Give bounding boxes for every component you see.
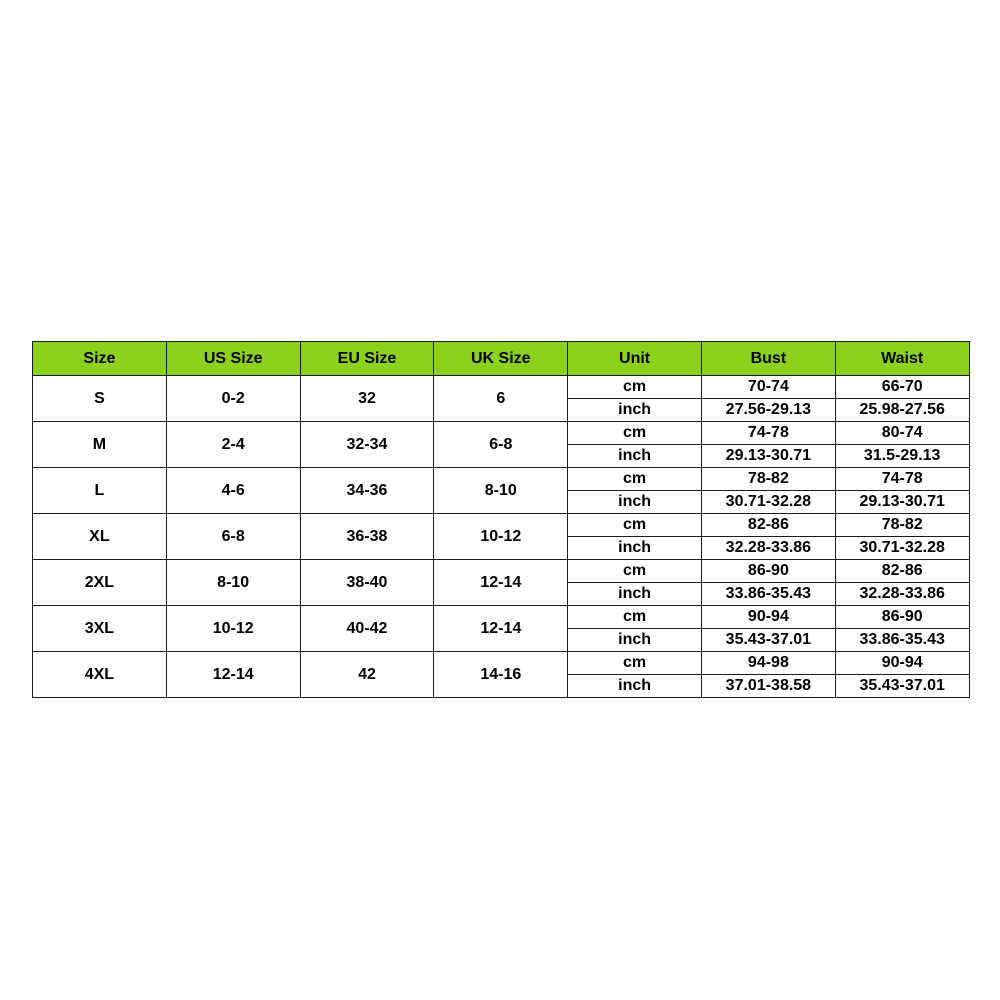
waist-cell: 80-74 bbox=[835, 422, 969, 445]
table-row bbox=[33, 422, 970, 445]
uk-size-cell: 12-14 bbox=[434, 606, 568, 652]
bust-cell: 82-86 bbox=[701, 514, 835, 537]
eu-size-cell: 38-40 bbox=[300, 560, 434, 606]
uk-size-cell: 8-10 bbox=[434, 468, 568, 514]
waist-cell: 33.86-35.43 bbox=[835, 629, 969, 652]
us-size-cell: 0-2 bbox=[166, 376, 300, 422]
eu-size-cell: 32 bbox=[300, 376, 434, 422]
bust-cell: 70-74 bbox=[701, 376, 835, 399]
bust-cell: 35.43-37.01 bbox=[701, 629, 835, 652]
unit-cell: cm bbox=[568, 652, 702, 675]
unit-cell: cm bbox=[568, 376, 702, 399]
table-row bbox=[33, 652, 970, 675]
size-cell: L bbox=[33, 468, 167, 514]
size-cell: S bbox=[33, 376, 167, 422]
unit-cell: cm bbox=[568, 468, 702, 491]
waist-cell: 78-82 bbox=[835, 514, 969, 537]
waist-cell: 35.43-37.01 bbox=[835, 675, 969, 698]
us-size-cell: 6-8 bbox=[166, 514, 300, 560]
us-size-cell: 2-4 bbox=[166, 422, 300, 468]
eu-size-cell: 32-34 bbox=[300, 422, 434, 468]
waist-cell: 29.13-30.71 bbox=[835, 491, 969, 514]
waist-cell: 74-78 bbox=[835, 468, 969, 491]
unit-cell: inch bbox=[568, 583, 702, 606]
unit-cell: inch bbox=[568, 629, 702, 652]
unit-cell: cm bbox=[568, 560, 702, 583]
us-size-cell: 8-10 bbox=[166, 560, 300, 606]
bust-cell: 90-94 bbox=[701, 606, 835, 629]
header-row bbox=[33, 342, 970, 376]
us-size-cell: 10-12 bbox=[166, 606, 300, 652]
header-waist: Waist bbox=[835, 342, 969, 376]
bust-cell: 29.13-30.71 bbox=[701, 445, 835, 468]
uk-size-cell: 10-12 bbox=[434, 514, 568, 560]
table-row bbox=[33, 376, 970, 399]
eu-size-cell: 36-38 bbox=[300, 514, 434, 560]
bust-cell: 94-98 bbox=[701, 652, 835, 675]
unit-cell: cm bbox=[568, 606, 702, 629]
header-unit: Unit bbox=[568, 342, 702, 376]
table-row bbox=[33, 606, 970, 629]
waist-cell: 86-90 bbox=[835, 606, 969, 629]
eu-size-cell: 34-36 bbox=[300, 468, 434, 514]
eu-size-cell: 42 bbox=[300, 652, 434, 698]
size-cell: 4XL bbox=[33, 652, 167, 698]
bust-cell: 32.28-33.86 bbox=[701, 537, 835, 560]
header-uk-size: UK Size bbox=[434, 342, 568, 376]
bust-cell: 86-90 bbox=[701, 560, 835, 583]
header-bust: Bust bbox=[701, 342, 835, 376]
eu-size-cell: 40-42 bbox=[300, 606, 434, 652]
size-cell: 3XL bbox=[33, 606, 167, 652]
uk-size-cell: 6-8 bbox=[434, 422, 568, 468]
size-cell: XL bbox=[33, 514, 167, 560]
waist-cell: 82-86 bbox=[835, 560, 969, 583]
table-row bbox=[33, 514, 970, 537]
bust-cell: 78-82 bbox=[701, 468, 835, 491]
waist-cell: 25.98-27.56 bbox=[835, 399, 969, 422]
table-row bbox=[33, 468, 970, 491]
size-chart-table bbox=[32, 341, 970, 698]
bust-cell: 74-78 bbox=[701, 422, 835, 445]
unit-cell: cm bbox=[568, 422, 702, 445]
table-row bbox=[33, 560, 970, 583]
us-size-cell: 12-14 bbox=[166, 652, 300, 698]
uk-size-cell: 12-14 bbox=[434, 560, 568, 606]
waist-cell: 90-94 bbox=[835, 652, 969, 675]
unit-cell: inch bbox=[568, 491, 702, 514]
header-us-size: US Size bbox=[166, 342, 300, 376]
waist-cell: 32.28-33.86 bbox=[835, 583, 969, 606]
waist-cell: 31.5-29.13 bbox=[835, 445, 969, 468]
uk-size-cell: 14-16 bbox=[434, 652, 568, 698]
unit-cell: cm bbox=[568, 514, 702, 537]
bust-cell: 33.86-35.43 bbox=[701, 583, 835, 606]
size-cell: 2XL bbox=[33, 560, 167, 606]
us-size-cell: 4-6 bbox=[166, 468, 300, 514]
unit-cell: inch bbox=[568, 445, 702, 468]
unit-cell: inch bbox=[568, 399, 702, 422]
waist-cell: 66-70 bbox=[835, 376, 969, 399]
size-cell: M bbox=[33, 422, 167, 468]
header-eu-size: EU Size bbox=[300, 342, 434, 376]
bust-cell: 27.56-29.13 bbox=[701, 399, 835, 422]
bust-cell: 30.71-32.28 bbox=[701, 491, 835, 514]
unit-cell: inch bbox=[568, 675, 702, 698]
unit-cell: inch bbox=[568, 537, 702, 560]
header-size: Size bbox=[33, 342, 167, 376]
waist-cell: 30.71-32.28 bbox=[835, 537, 969, 560]
uk-size-cell: 6 bbox=[434, 376, 568, 422]
bust-cell: 37.01-38.58 bbox=[701, 675, 835, 698]
